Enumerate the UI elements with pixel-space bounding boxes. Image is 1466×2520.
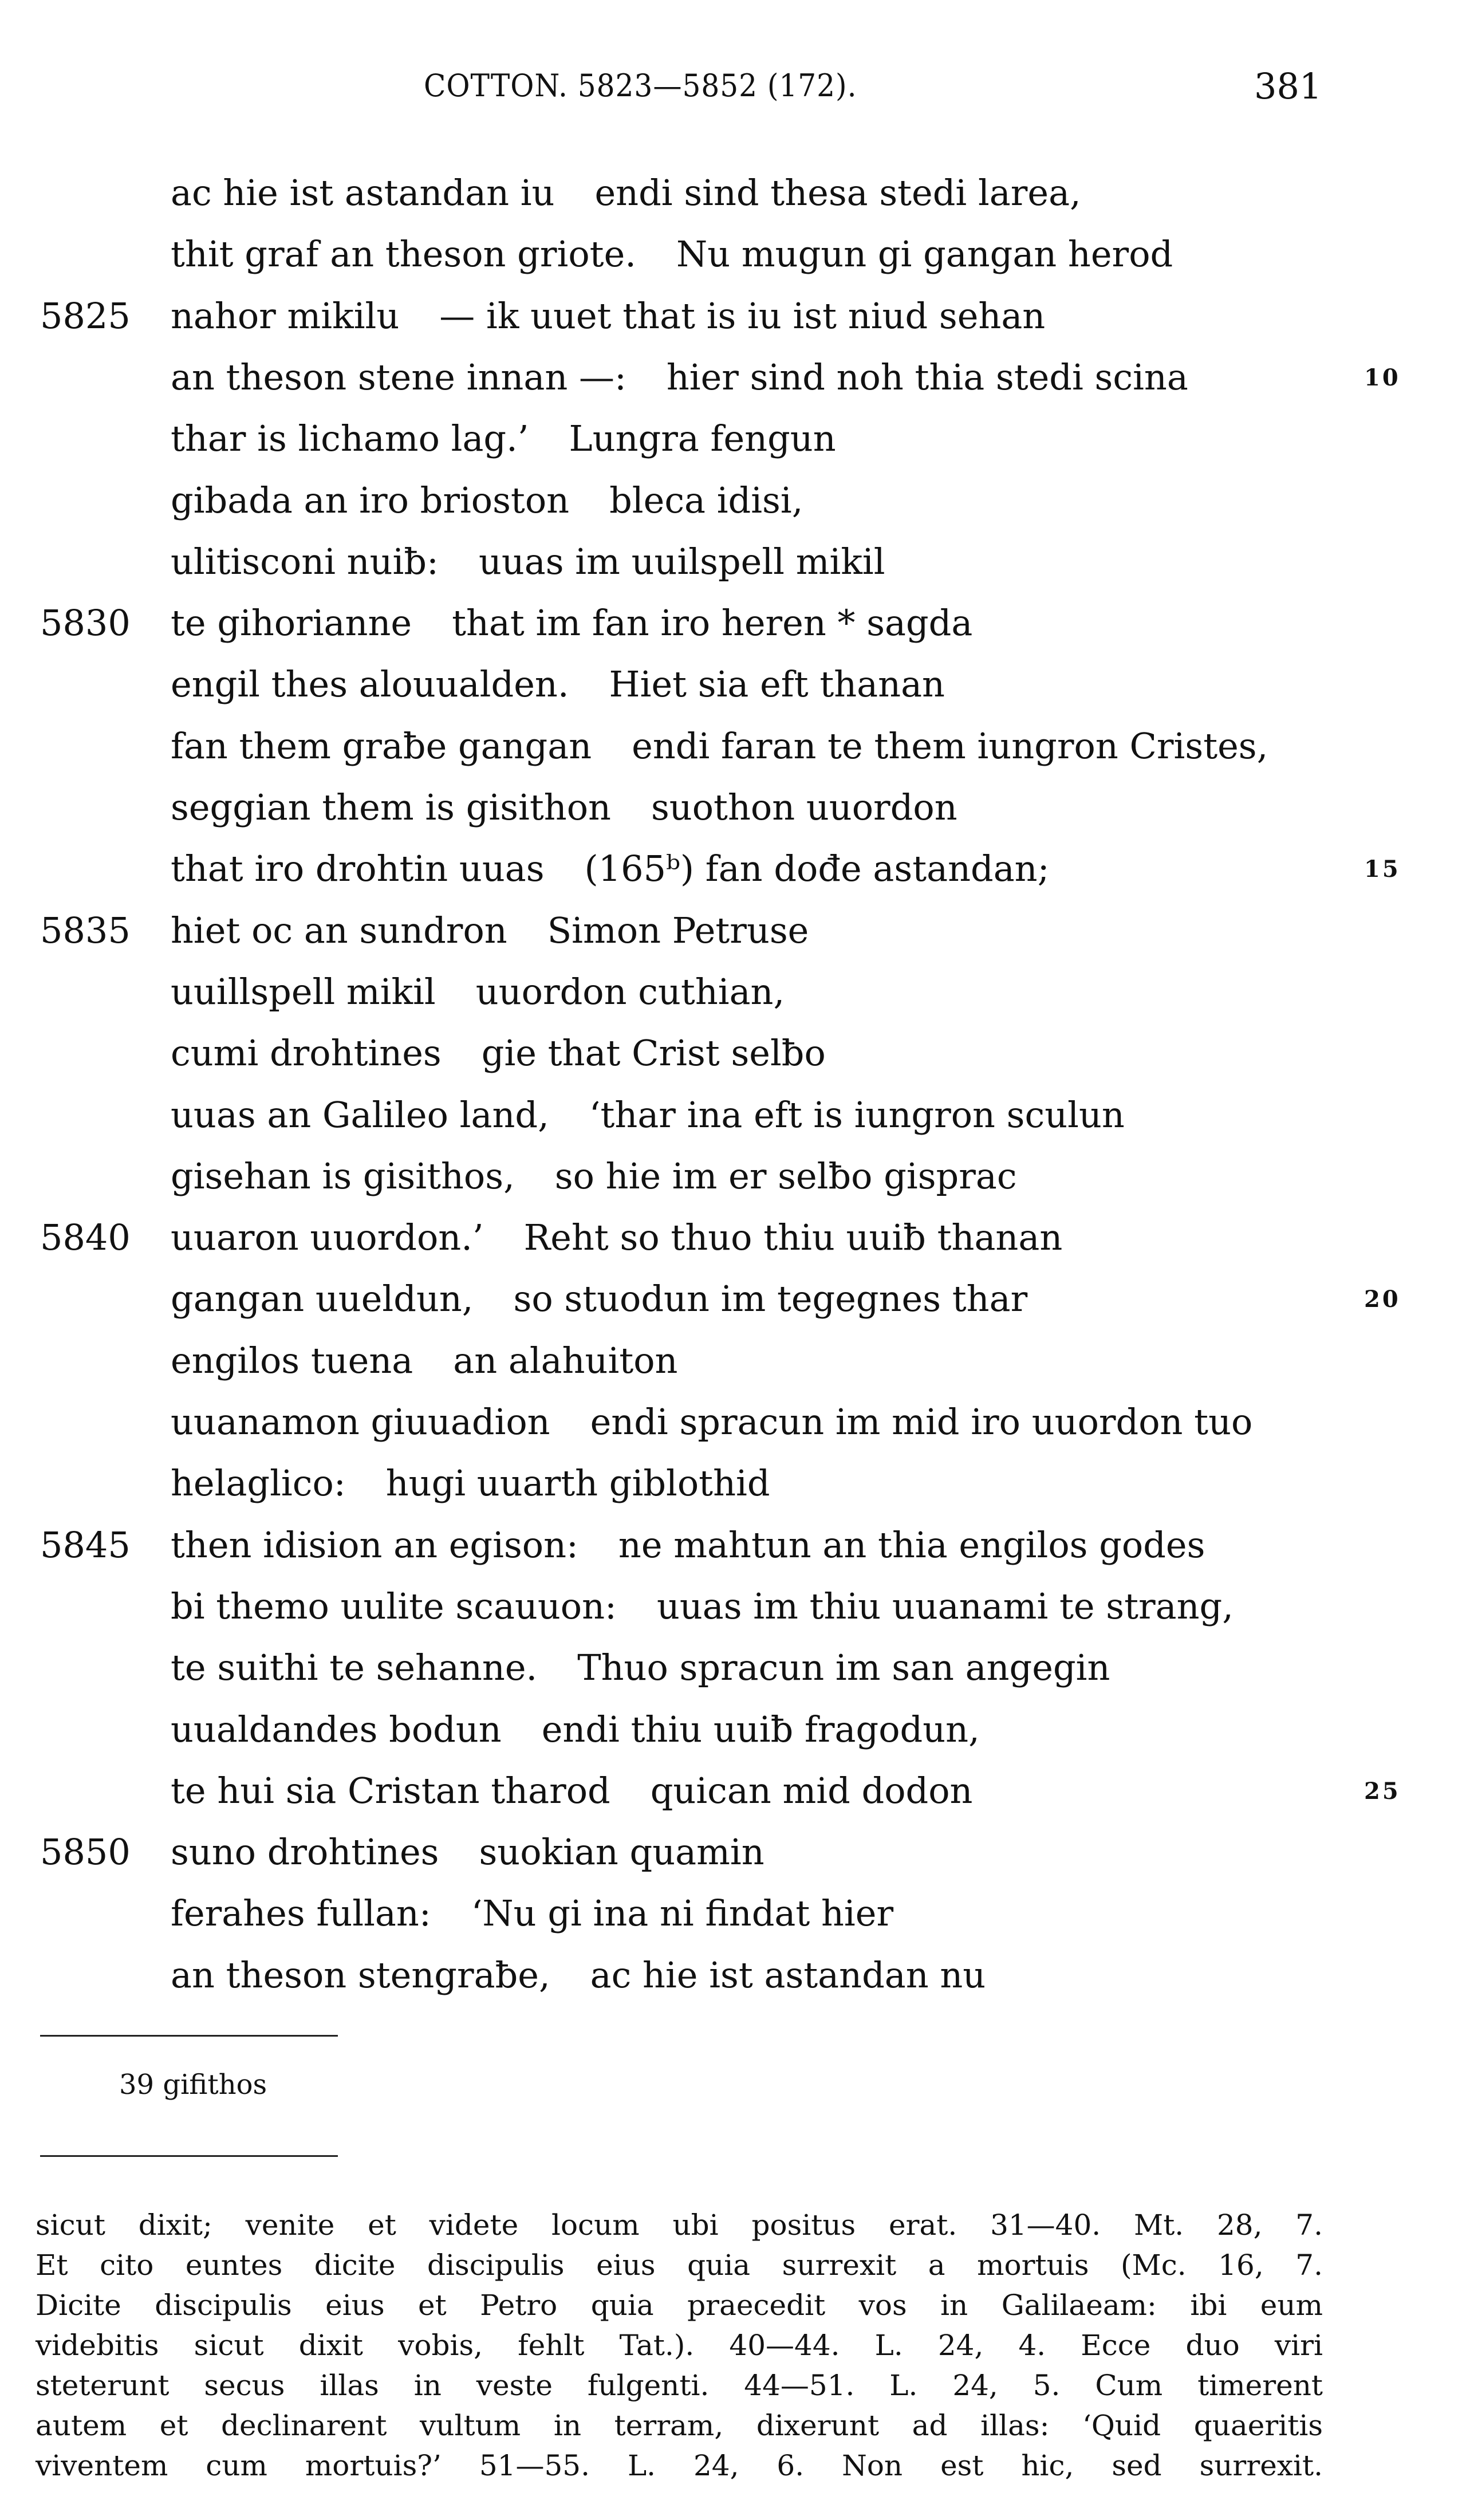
verse-first-half: cumi drohtines [171,1032,442,1074]
apparatus-line: Dicite discipulis eius et Petro quia praecedit vos in Galilaeam: ibi eum [36,2289,1323,2322]
verse-text [171,602,972,644]
verse-line [0,1340,1466,1401]
apparatus-line: viventem cum mortuis?’ 51—55. L. 24, 6. Non est hic, sed surrexit. [36,2449,1323,2482]
verse-first-half: ac hie ist astandan iu [171,172,555,214]
verse-line [0,479,1466,541]
verse-first-half: te suithi te sehanne. [171,1647,538,1689]
page-header [0,65,1466,119]
verse-second-half: an alahuiton [453,1339,678,1381]
verse-second-half: hier sind noh thia stedi scina [666,356,1188,398]
verse-text [171,786,957,828]
verse-second-half: — ik uuet that is iu ist niud sehan [439,294,1046,337]
verse-second-half: bleca idisi, [609,479,803,521]
textual-footnote: 39 gifithos [119,2069,267,2101]
verse-number: 5830 [40,602,131,644]
verse-second-half: (165ᵇ) fan dođe astandan; [584,848,1050,890]
verse-text [171,479,803,521]
verse-second-half: Lungra fengun [569,418,836,460]
verse-line [0,1708,1466,1770]
verse-text [171,725,1268,767]
verse-first-half: uuanamon giuuadion [171,1401,550,1443]
verse-text [171,541,885,582]
verse-text [171,356,1188,398]
verse-first-half: helaglico: [171,1462,346,1505]
verse-line [0,356,1466,418]
verse-first-half: then idision an egison: [171,1523,578,1566]
verse-text [171,1278,1027,1320]
verse-second-half: hugi uuarth giblothid [385,1462,770,1505]
verse-second-half: uuordon cuthian, [475,970,785,1013]
verse-line [0,1094,1466,1156]
verse-line [0,1954,1466,2016]
verse-first-half: fan them graƀe gangan [171,724,592,767]
verse-text [171,1401,1252,1443]
verse-second-half: ac hie ist astandan nu [590,1954,986,1996]
verse-text [171,1094,1125,1136]
verse-text [171,233,1173,275]
verse-number: 5825 [40,294,131,337]
apparatus-line: videbitis sicut dixit vobis, fehlt Tat.). 40—44. L. 24, 4. Ecce duo viri [36,2329,1323,2362]
verse-first-half: an theson stene innan —: [171,356,626,398]
verse-line [0,786,1466,848]
footnote-rule-top [40,2035,338,2037]
verse-first-half: engil thes alouualden. [171,663,569,706]
verse-line [0,971,1466,1033]
verse-second-half: gie that Crist selƀo [481,1032,826,1074]
verse-first-half: gisehan is gisithos, [171,1155,515,1197]
verse-first-half: te gihorianne [171,602,412,644]
verse-text [171,1585,1234,1627]
verse-text [171,1462,770,1504]
verse-text [171,1954,986,1996]
verse-number: 5845 [40,1523,131,1566]
verse-second-half: Hiet sia eft thanan [609,663,945,706]
verse-text [171,1892,893,1934]
verse-line [0,1401,1466,1463]
verse-text [171,418,836,459]
margin-line-number: 10 [1364,364,1401,391]
apparatus-line: steterunt secus illas in veste fulgenti. 44—51. L. 24, 5. Cum timerent [36,2369,1323,2402]
verse-line [0,1524,1466,1586]
verse-text [171,295,1045,337]
verse-first-half: nahor mikilu [171,294,400,337]
verse-line [0,1585,1466,1647]
verse-text [171,909,809,951]
verse-line [0,725,1466,787]
verse-first-half: that iro drohtin uuas [171,848,545,890]
verse-text [171,1340,678,1381]
verse-line [0,663,1466,725]
verse-text [171,1155,1017,1197]
verse-second-half: Simon Petruse [547,909,809,951]
verse-line [0,418,1466,479]
verse-text [171,1708,980,1750]
footnote-rule-bottom [40,2155,338,2157]
verse-second-half: endi sind thesa stedi larea, [594,172,1081,214]
verse-text [171,172,1081,214]
verse-first-half: seggian them is gisithon [171,786,611,828]
verse-first-half: suno drohtines [171,1831,439,1873]
verse-second-half: Thuo spracun im san angegin [577,1647,1110,1689]
verse-first-half: uuas an Galileo land, [171,1093,549,1136]
verse-line [0,1462,1466,1524]
verse-text [171,971,785,1013]
verse-line [0,1892,1466,1954]
verse-first-half: gangan uueldun, [171,1278,474,1320]
verse-first-half: thar is lichamo lag.’ [171,418,529,460]
verse-second-half: so stuodun im tegegnes thar [513,1278,1028,1320]
verse-second-half: ne mahtun an thia engilos godes [618,1523,1205,1566]
verse-second-half: ‘thar ina eft is iungron sculun [589,1093,1125,1136]
apparatus-line: sicut dixit; venite et videte locum ubi positus erat. 31—40. Mt. 28, 7. [36,2208,1323,2242]
verse-line [0,1216,1466,1278]
verse-line [0,848,1466,909]
verse-second-half: ‘Nu gi ina ni findat hier [471,1892,894,1935]
verse-second-half: endi spracun im mid iro uuordon tuo [590,1401,1253,1443]
verse-second-half: endi thiu uuiƀ fragodun, [541,1708,980,1750]
verse-second-half: so hie im er selƀo gisprac [554,1155,1017,1197]
margin-line-number: 20 [1364,1286,1401,1313]
verse-number: 5835 [40,909,131,951]
verse-second-half: endi faran te them iungron Cristes, [632,724,1268,767]
margin-line-number: 15 [1364,856,1401,883]
verse-first-half: bi themo uulite scauuon: [171,1585,617,1627]
verse-text [171,1770,973,1812]
verse-line [0,172,1466,234]
verse-line [0,909,1466,971]
verse-line [0,1770,1466,1832]
verse-second-half: Nu mugun gi gangan herod [676,233,1173,275]
verse-text [171,848,1049,889]
verse-second-half: Reht so thuo thiu uuiƀ thanan [523,1216,1063,1259]
verse-text [171,1216,1062,1258]
apparatus-line: autem et declinarent vultum in terram, dixerunt ad illas: ‘Quid quaeritis [36,2409,1323,2442]
verse-first-half: uuaron uuordon.’ [171,1216,484,1259]
verse-text [171,1032,826,1074]
verse-text [171,663,945,705]
verse-text [171,1524,1205,1566]
verse-line [0,1032,1466,1094]
verse-text [171,1647,1110,1688]
verse-number: 5850 [40,1831,131,1873]
running-title: COTTON. 5823—5852 (172). [424,68,857,104]
verse-line [0,1278,1466,1340]
source-apparatus [36,2205,1323,2486]
verse-line [0,1831,1466,1893]
verse-second-half: uuas im uuilspell mikil [478,540,885,582]
verse-first-half: uuillspell mikil [171,970,436,1013]
verse-first-half: gibada an iro brioston [171,479,570,521]
verse-line [0,602,1466,664]
margin-line-number: 25 [1364,1777,1401,1805]
verse-first-half: an theson stengraƀe, [171,1954,550,1996]
verse-second-half: quican mid dodon [650,1769,973,1812]
verse-first-half: uualdandes bodun [171,1708,502,1750]
verse-first-half: engilos tuena [171,1339,413,1381]
verse-line [0,1155,1466,1217]
verse-second-half: suothon uuordon [651,786,957,828]
apparatus-line: Et cito euntes dicite discipulis eius quia surrexit a mortuis (Mc. 16, 7. [36,2249,1323,2282]
verse-text [171,1831,764,1873]
verse-first-half: ulitisconi nuiƀ: [171,540,439,582]
page-number: 381 [1254,65,1322,107]
verse-second-half: suokian quamin [479,1831,764,1873]
verse-second-half: uuas im thiu uuanami te strang, [656,1585,1234,1627]
verse-first-half: thit graf an theson griote. [171,233,636,275]
verse-first-half: te hui sia Cristan tharod [171,1769,610,1812]
verse-second-half: that im fan iro heren * sagda [452,602,973,644]
verse-line [0,233,1466,295]
verse-line [0,295,1466,357]
verse-first-half: hiet oc an sundron [171,909,507,951]
verse-line [0,1647,1466,1708]
verse-number: 5840 [40,1216,131,1259]
verse-first-half: ferahes fullan: [171,1892,431,1935]
verse-line [0,541,1466,603]
